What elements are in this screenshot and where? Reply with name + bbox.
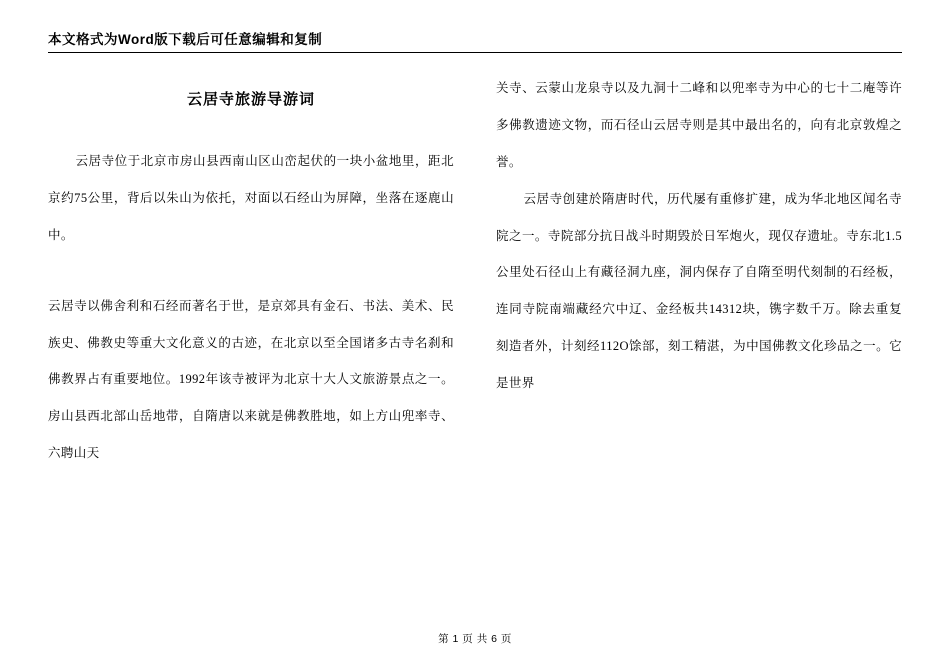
left-paragraph-1: 云居寺位于北京市房山县西南山区山峦起伏的一块小盆地里，距北京约75公里，背后以朱山为依托，对面以石经山为屏障，坐落在逐鹿山中。 (48, 154, 454, 242)
left-column (48, 70, 454, 610)
left-paragraph-2: 云居寺以佛舍利和石经而著名于世，是京郊具有金石、书法、美术、民族史、佛教史等重大文化意义的古迹，在北京以至全国诸多古寺名刹和佛教界占有重要地位。1992年该寺被评为北京十大人文旅游景点之一。房山县西北部山岳地带，自隋唐以来就是佛教胜地，如上方山兜率寺、六聘山天 (48, 298, 454, 461)
page-title: 云居寺旅游导游词 (186, 91, 315, 108)
header-note: 本文格式为Word版下载后可任意编辑和复制 (48, 32, 323, 47)
right-paragraph-2: 云居寺创建於隋唐时代，历代屡有重修扩建，成为华北地区闻名寺院之一。寺院部分抗日战斗时期毁於日军炮火，现仅存遗址。寺东北1.5公里处石径山上有藏径洞九座，洞内保存了自隋至明代刻制的石经板，连同寺院南端藏经穴中辽、金经板共14312块，镌字数千万。除去重复刻造者外，计刻经112O馀部，刻工精湛，为中国佛教文化珍品之一。它是世界 (496, 191, 902, 390)
document-columns (48, 70, 902, 610)
right-column (496, 70, 902, 610)
page-footer: 第 1 页 共 6 页 (438, 633, 512, 645)
right-paragraph-1: 关寺、云蒙山龙泉寺以及九洞十二峰和以兜率寺为中心的七十二庵等许多佛教遗迹文物，而石径山云居寺则是其中最出名的，向有北京敦煌之誉。 (496, 81, 902, 169)
header-divider (48, 52, 902, 53)
